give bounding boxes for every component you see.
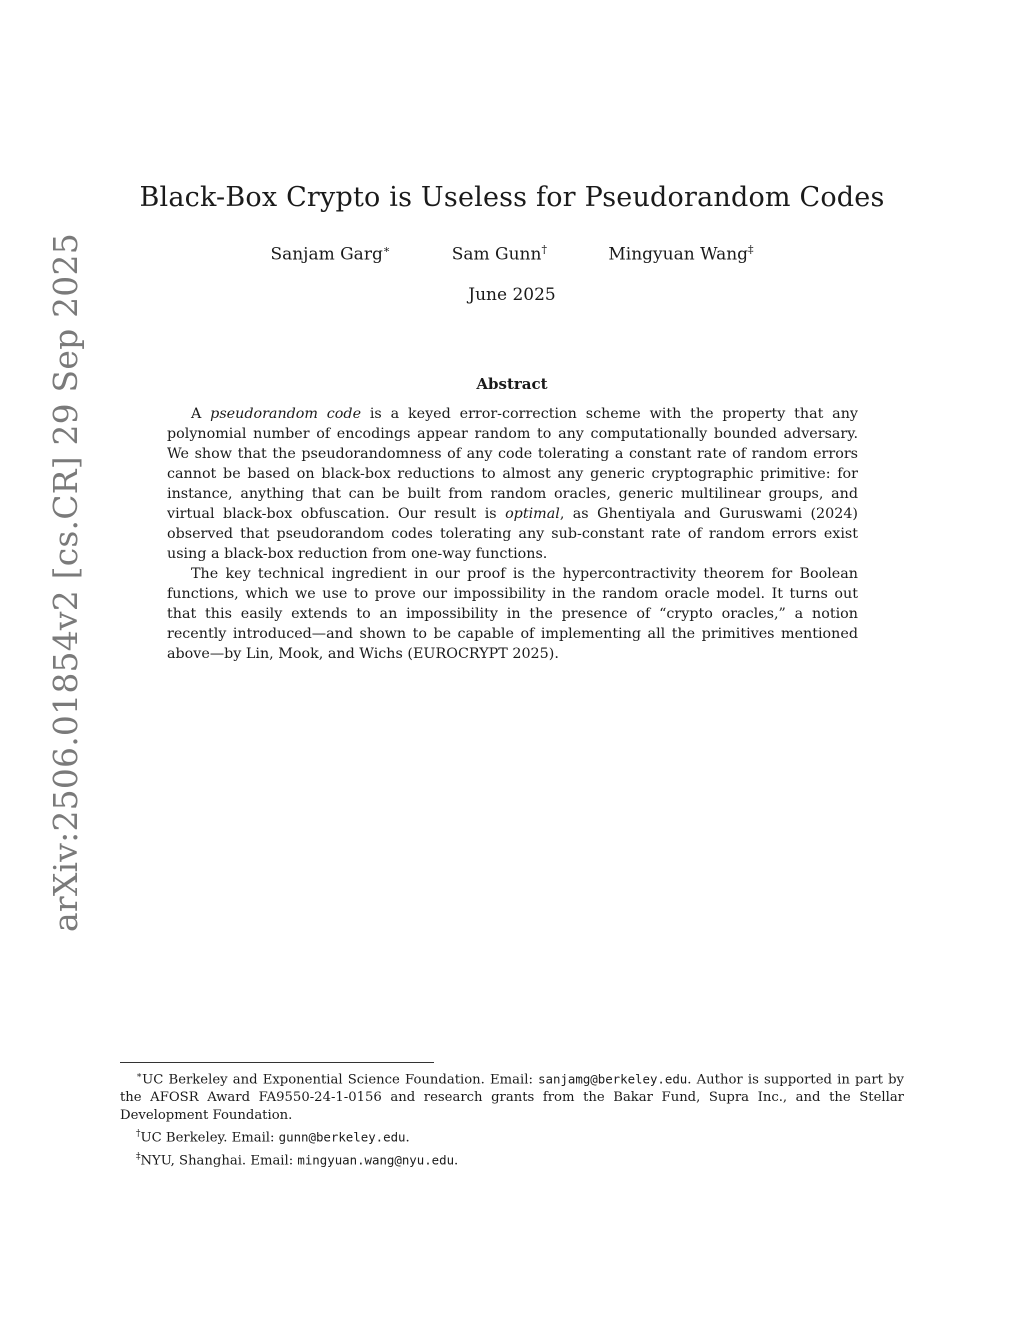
abstract-paragraph-2: The key technical ingredient in our proof is the hypercontractivity theorem for Boolean functions, which we use to prove our impossibility in the random oracle model. It turns out that this easily extends to an impossibility in the presence of “crypto oracles,” a notion recently introduced—and shown to be capable of implementing all the primitives mentioned above—by Lin, Mook, and Wichs (EUROCRYPT 2025). bbox=[167, 566, 858, 662]
abstract-body bbox=[167, 404, 858, 664]
author-gunn: Sam Gunn† bbox=[451, 243, 547, 265]
arxiv-sidebar bbox=[10, 233, 85, 960]
author-list bbox=[0, 243, 1024, 265]
author-garg: Sanjam Garg∗ bbox=[270, 243, 391, 265]
footnote-divider bbox=[120, 1062, 434, 1063]
author-mark: † bbox=[541, 243, 547, 256]
footnotes bbox=[120, 1067, 904, 1170]
email-link[interactable]: mingyuan.wang@nyu.edu bbox=[297, 1152, 455, 1168]
footnote-3: ‡NYU, Shanghai. Email: mingyuan.wang@nyu.edu. bbox=[136, 1151, 459, 1169]
abstract-heading: Abstract bbox=[476, 375, 548, 393]
author-mark: ∗ bbox=[382, 243, 391, 256]
arxiv-identifier: arXiv:2506.01854v2 [cs.CR] 29 Sep 2025 bbox=[46, 233, 85, 932]
email-link[interactable]: gunn@berkeley.edu bbox=[278, 1129, 406, 1145]
abstract-paragraph-1: A pseudorandom code is a keyed error-correction scheme with the property that any polynomial number of encodings appear random to any computationally bounded adversary. We show that the pseudorandomness of any code tolerating a constant rate of random errors cannot be based on black-box reductions to almost any generic cryptographic primitive: for instance, anything that can be built from random oracles, generic multilinear groups, and virtual black-box obfuscation. Our result is optimal, as Ghentiyala and Guruswami (2024) observed that pseudorandom codes tolerating any sub-constant rate of random errors exist using a black-box reduction from one-way functions. bbox=[167, 406, 858, 562]
footnote-1: ∗UC Berkeley and Exponential Science Foundation. Email: sanjamg@berkeley.edu. Author is supported in part by the AFOSR Award FA9550-24-1-0156 and research grants from the Bakar Fund, Supra Inc., and the Stellar Development Foundation. bbox=[120, 1071, 904, 1124]
email-link[interactable]: sanjamg@berkeley.edu bbox=[538, 1071, 688, 1087]
author-mark: ‡ bbox=[748, 243, 754, 256]
footnote-2: †UC Berkeley. Email: gunn@berkeley.edu. bbox=[136, 1129, 410, 1146]
paper-title: Black-Box Crypto is Useless for Pseudorandom Codes bbox=[139, 182, 885, 213]
paper-date: June 2025 bbox=[468, 285, 556, 305]
author-wang: Mingyuan Wang‡ bbox=[608, 243, 754, 265]
